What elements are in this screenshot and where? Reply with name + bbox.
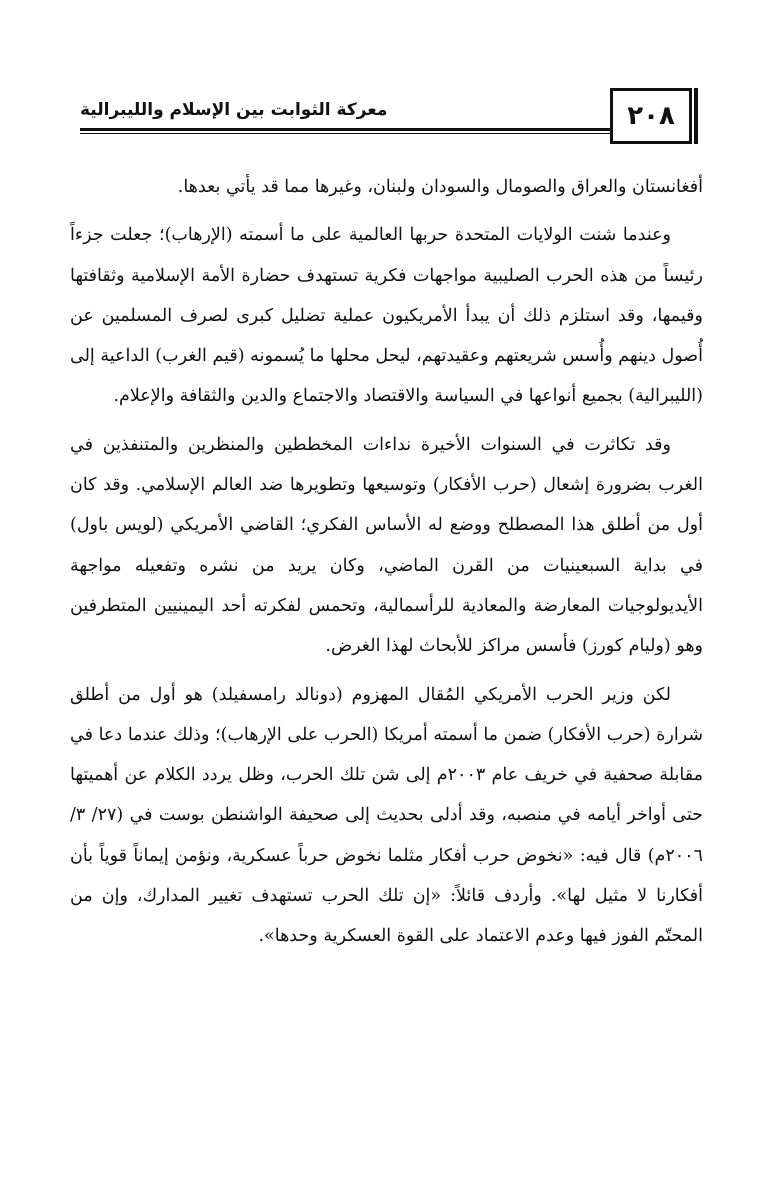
running-title-text: معركة الثوابت بين الإسلام والليبرالية xyxy=(80,100,388,120)
body-text xyxy=(70,167,703,957)
header-rule-thick xyxy=(80,128,610,131)
running-title xyxy=(80,100,600,120)
paragraph: لكن وزير الحرب الأمريكي المُقال المهزوم (دونالد رامسفيلد) هو أول من أطلق شرارة (حرب الأفكار) ضمن ما أسمته أمريكا (الحرب على الإرهاب)؛ وذلك عندما دعا في مقابلة صحفية في خريف عام ٢٠٠٣م إلى شن تلك الحرب، وظل يردد الكلام عن أهميتها حتى أواخر أيامه في منصبه، وقد أدلى بحديث إلى صحيفة الواشنطن بوست في (٢٧/ ٣/ ٢٠٠٦م) قال فيه: «نخوض حرب أفكار مثلما نخوض حرباً عسكرية، ونؤمن إيماناً قوياً بأن أفكارنا لا مثيل لها». وأردف قائلاً: «إن تلك الحرب تستهدف تغيير المدارك، وإن من المحتّم الفوز فيها وعدم الاعتماد على القوة العسكرية وحدها». xyxy=(70,684,703,947)
page-number: ٢٠٨ xyxy=(610,88,692,144)
paragraph: وعندما شنت الولايات المتحدة حربها العالمية على ما أسمته (الإرهاب)؛ جعلت جزءاً رئيساً من هذه الحرب الصليبية مواجهات فكرية تستهدف حضارة الأمة الإسلامية وثقافتها وقيمها، وقد استلزم ذلك أن يبدأ الأمريكيون عملية تضليل كبرى لصرف المسلمين عن أُصول دينهم وأُسس شريعتهم وعقيدتهم، ليحل محلها ما يُسمونه (قيم الغرب) الداعية إلى (الليبرالية) بجميع أنواعها في السياسة والاقتصاد والاجتماع والدين والثقافة والإعلام. xyxy=(70,225,703,407)
paragraph: وقد تكاثرت في السنوات الأخيرة نداءات المخططين والمنظرين والمتنفذين في الغرب بضرورة إشعال (حرب الأفكار) وتوسيعها وتطويرها ضد العالم الإسلامي. وقد كان أول من أطلق هذا المصطلح ووضع له الأساس الفكري؛ القاضي الأمريكي (لويس باول) في بداية السبعينيات من القرن الماضي، وكان يريد من نشره وتفعيله مواجهة الأيديولوجيات المعارضة والمعادية للرأسمالية، وتحمس لفكرته أحد اليمينيين المتطرفين وهو (وليام كورز) فأسس مراكز للأبحاث لهذا الغرض. xyxy=(70,434,703,657)
header-rule-thin xyxy=(80,133,610,134)
page-header xyxy=(80,88,692,146)
paragraph-continuation: أفغانستان والعراق والصومال والسودان ولبنان، وغيرها مما قد يأتي بعدها. xyxy=(177,177,703,197)
